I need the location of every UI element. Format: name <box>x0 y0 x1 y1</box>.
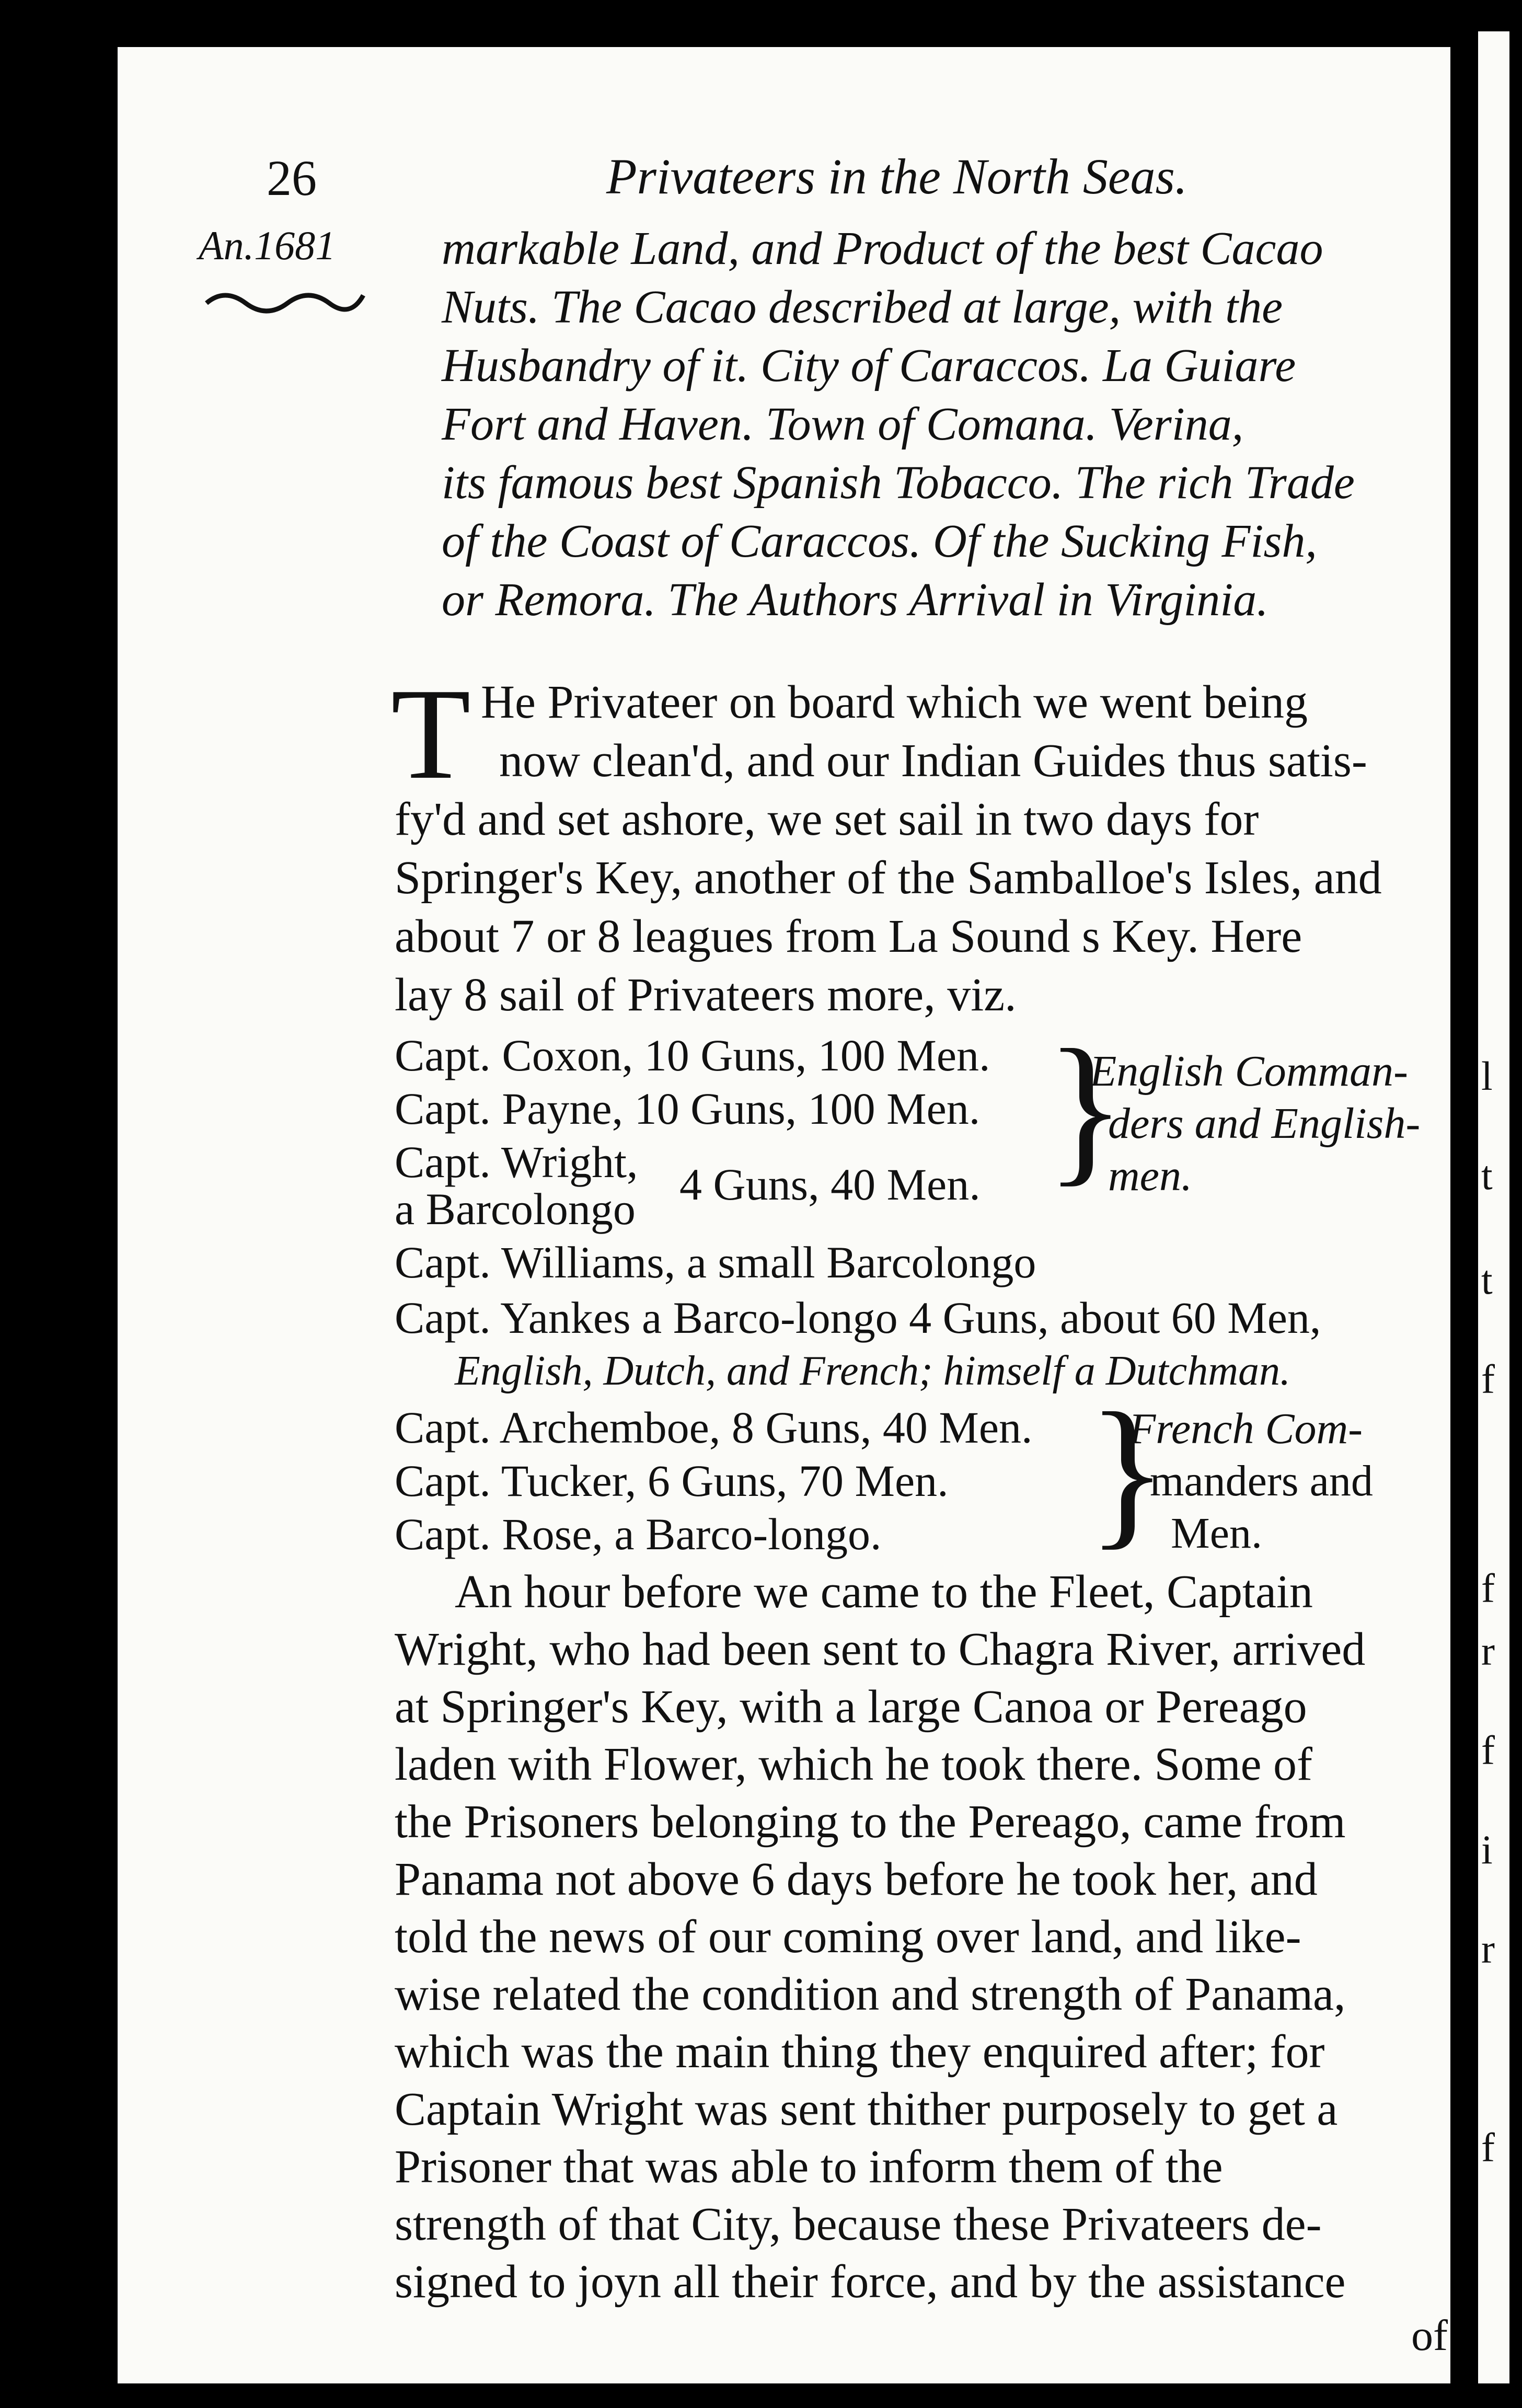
drop-cap: T <box>391 662 471 806</box>
crew-entry: Capt. Tucker, 6 Guns, 70 Men. <box>395 1456 949 1506</box>
edge-letter: f <box>1481 1568 1495 1609</box>
crew-entry: Capt. Williams, a small Barcolongo <box>395 1237 1036 1287</box>
body-line: the Prisoners belonging to the Pereago, came from <box>395 1796 1346 1848</box>
group-note: French Com- <box>1129 1404 1363 1453</box>
edge-letter: f <box>1481 2127 1495 2168</box>
body-line: Wright, who had been sent to Chagra River, arrived <box>395 1623 1366 1675</box>
page-number: 26 <box>267 150 317 206</box>
margin-year: An.1681 <box>199 223 336 268</box>
body-line: strength of that City, because these Privateers de- <box>395 2198 1322 2250</box>
summary-line: its famous best Spanish Tobacco. The rich Trade <box>442 457 1355 509</box>
group-note: men. <box>1108 1151 1192 1200</box>
brace: } <box>1087 1379 1168 1564</box>
body-line: at Springer's Key, with a large Canoa or Pereago <box>395 1681 1307 1733</box>
edge-letter: i <box>1481 1829 1493 1870</box>
next-page-edge <box>1478 31 1509 2383</box>
brace: } <box>1045 1016 1126 1201</box>
body-line: Panama not above 6 days before he took her, and <box>395 1853 1318 1905</box>
body-line: lay 8 sail of Privateers more, viz. <box>395 969 1017 1021</box>
body-line: wise related the condition and strength of Panama, <box>395 1968 1346 2020</box>
edge-letter: f <box>1481 1359 1495 1400</box>
summary-line: Husbandry of it. City of Caraccos. La Guiare <box>442 340 1296 391</box>
summary-line: Nuts. The Cacao described at large, with the <box>442 281 1283 333</box>
catchword: of <box>1411 2311 1448 2360</box>
body-line: He Privateer on board which we went being <box>481 676 1308 728</box>
crew-note: English, Dutch, and French; himself a Dutchman. <box>455 1348 1291 1394</box>
body-line: Prisoner that was able to inform them of the <box>395 2141 1223 2193</box>
summary-line: or Remora. The Authors Arrival in Virginia. <box>442 574 1269 626</box>
edge-letter: r <box>1481 1929 1495 1969</box>
ornament-swash <box>204 285 366 321</box>
body-line: An hour before we came to the Fleet, Captain <box>455 1566 1313 1618</box>
edge-letter: l <box>1481 1056 1493 1097</box>
summary-line: markable Land, and Product of the best Cacao <box>442 223 1323 274</box>
group-note: ders and English- <box>1108 1099 1421 1148</box>
crew-entry: 4 Guns, 40 Men. <box>679 1159 981 1209</box>
body-line: about 7 or 8 leagues from La Sound s Key. Here <box>395 911 1302 962</box>
body-line: laden with Flower, which he took there. Some of <box>395 1738 1313 1790</box>
body-line: Captain Wright was sent thither purposely to get a <box>395 2083 1338 2135</box>
crew-entry: Capt. Yankes a Barco-longo 4 Guns, about 60 Men, <box>395 1293 1321 1343</box>
group-note: English Comman- <box>1090 1047 1408 1096</box>
summary-line: Fort and Haven. Town of Comana. Verina, <box>442 398 1244 450</box>
running-title: Privateers in the North Seas. <box>606 148 1187 204</box>
crew-entry: Capt. Archemboe, 8 Guns, 40 Men. <box>395 1402 1033 1453</box>
summary-line: of the Coast of Caraccos. Of the Sucking Fish, <box>442 515 1317 567</box>
edge-letter: r <box>1481 1631 1495 1672</box>
edge-letter: t <box>1481 1260 1493 1300</box>
crew-entry: Capt. Wright, <box>395 1137 638 1187</box>
crew-entry: Capt. Payne, 10 Guns, 100 Men. <box>395 1084 981 1134</box>
body-line: signed to joyn all their force, and by the assistance <box>395 2256 1346 2308</box>
body-line: Springer's Key, another of the Samballoe's Isles, and <box>395 852 1382 904</box>
body-line: told the news of our coming over land, and like- <box>395 1911 1301 1963</box>
crew-entry: a Barcolongo <box>395 1184 636 1234</box>
edge-letter: t <box>1481 1155 1493 1196</box>
edge-letter: f <box>1481 1730 1495 1771</box>
body-line: which was the main thing they enquired after; for <box>395 2026 1325 2078</box>
crew-entry: Capt. Coxon, 10 Guns, 100 Men. <box>395 1030 990 1080</box>
group-note: Men. <box>1171 1509 1262 1558</box>
crew-entry: Capt. Rose, a Barco-longo. <box>395 1509 882 1559</box>
body-line: now clean'd, and our Indian Guides thus satis- <box>499 735 1367 787</box>
group-note: manders and <box>1150 1457 1373 1505</box>
body-line: fy'd and set ashore, we set sail in two days for <box>395 793 1259 845</box>
